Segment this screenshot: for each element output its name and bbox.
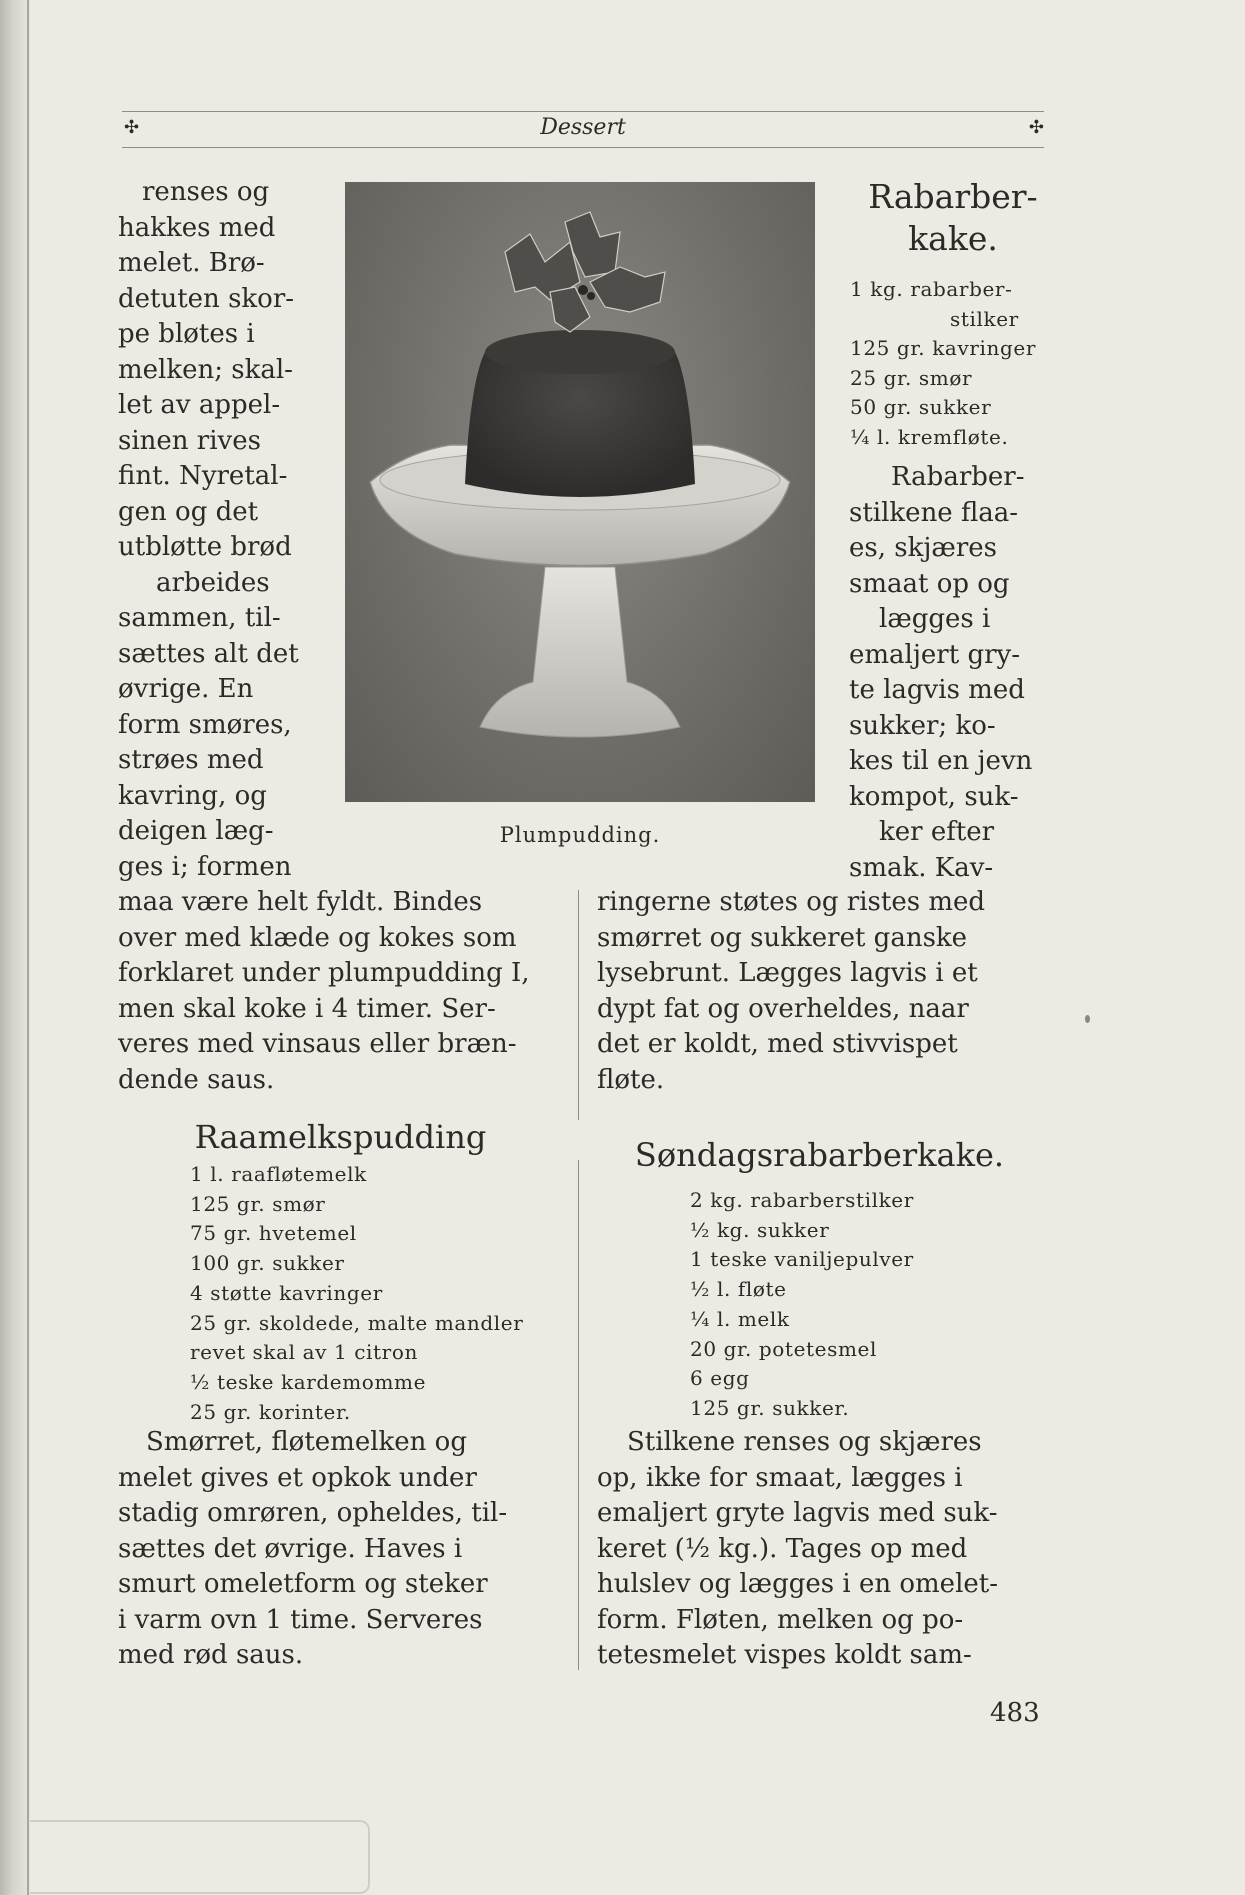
- text-line: te lagvis med: [849, 675, 1025, 705]
- header-rule-top: [122, 111, 1044, 112]
- column-divider-upper: [578, 890, 579, 1120]
- text-line: es, skjæres: [849, 533, 998, 563]
- ingredient-item: 4 støtte kavringer: [190, 1280, 383, 1305]
- text-line: form. Fløten, melken og po-: [597, 1604, 964, 1635]
- text-line: det er koldt, med stivvispet: [597, 1029, 958, 1059]
- ingredient-item: ½ l. fløte: [690, 1277, 787, 1302]
- text-line: veres med vinsaus eller bræn-: [118, 1029, 517, 1059]
- ingredient-item: ½ kg. sukker: [690, 1217, 830, 1242]
- text-line: hulslev og lægges i en omelet-: [597, 1569, 999, 1599]
- text-line: sukker; ko-: [849, 710, 996, 741]
- text-line: lægges i: [879, 604, 991, 634]
- text-line: sinen rives: [118, 425, 261, 456]
- ingredient-item: 25 gr. korinter.: [190, 1399, 351, 1424]
- text-line: ker efter: [879, 817, 995, 847]
- ingredient-item: 1 kg. rabarber-: [850, 277, 1013, 301]
- text-line: renses og: [142, 177, 270, 207]
- rabarberkake-instructions-continuation: [597, 885, 985, 1098]
- text-line: let av appel-: [118, 390, 281, 420]
- text-line: melet. Brø-: [118, 248, 265, 278]
- ingredient-item: 125 gr. kavringer: [850, 336, 1036, 360]
- plumpudding-photo: [345, 182, 815, 802]
- recipe-title-rabarberkake: [858, 176, 1048, 260]
- text-line: over med klæde og kokes som: [118, 922, 517, 953]
- title-line: Rabarber-: [868, 177, 1038, 216]
- text-line: lysebrunt. Lægges lagvis i et: [597, 958, 978, 988]
- ingredient-item: ½ teske kardemomme: [190, 1369, 427, 1394]
- raamelkspudding-instructions: [118, 1425, 507, 1674]
- ingredient-list-sondagsrabarberkake: [690, 1186, 914, 1424]
- text-line: fløte.: [597, 1064, 665, 1095]
- text-line: strøes med: [118, 745, 264, 775]
- ingredient-item: 125 gr. sukker.: [690, 1395, 850, 1420]
- text-line: emaljert gryte lagvis med suk-: [597, 1498, 998, 1528]
- text-line: stilkene flaa-: [849, 497, 1019, 528]
- text-line: kompot, suk-: [849, 781, 1019, 812]
- text-line: detuten skor-: [118, 283, 295, 314]
- text-line: tetesmelet vispes koldt sam-: [597, 1640, 972, 1670]
- text-line: utbløtte brød: [118, 532, 292, 562]
- gutter-line: [27, 0, 29, 1895]
- text-line: melken; skal-: [118, 354, 293, 385]
- recipe-title-raamelkspudding: Raamelkspudding: [194, 1118, 487, 1156]
- text-line: Smørret, fløtemelken og: [146, 1427, 467, 1457]
- text-line: dypt fat og overheldes, naar: [597, 993, 969, 1024]
- ingredient-item: 100 gr. sukker: [190, 1251, 345, 1276]
- text-line: smørret og sukkeret ganske: [597, 922, 968, 953]
- text-line: sættes det øvrige. Haves i: [118, 1533, 463, 1564]
- photo-caption: Plumpudding.: [499, 823, 661, 847]
- text-line: dende saus.: [118, 1064, 275, 1095]
- ingredient-list-raamelkspudding: [190, 1160, 523, 1427]
- title-line: kake.: [908, 219, 998, 258]
- text-line: med rød saus.: [118, 1640, 304, 1670]
- text-line: ringerne støtes og ristes med: [597, 887, 986, 917]
- running-header: [122, 113, 1044, 143]
- section-title: Dessert: [540, 115, 626, 140]
- text-line: i varm ovn 1 time. Serveres: [118, 1604, 483, 1635]
- recipe-title-sondagsrabarberkake: Søndagsrabarberkake.: [634, 1136, 1005, 1174]
- rabarberkake-instructions: [849, 460, 1041, 886]
- text-line: gen og det: [118, 496, 259, 527]
- text-line: ges i; formen: [118, 851, 292, 882]
- text-line: maa være helt fyldt. Bindes: [118, 887, 483, 917]
- page-number: 483: [990, 1698, 1040, 1728]
- text-line: emaljert gry-: [849, 639, 1020, 670]
- text-line: kes til en jevn: [849, 746, 1033, 776]
- text-line: pe bløtes i: [118, 319, 255, 349]
- text-line: smak. Kav-: [849, 852, 994, 883]
- ingredient-item: stilker: [950, 306, 1019, 331]
- text-line: stadig omrøren, opheldes, til-: [118, 1498, 508, 1528]
- ingredient-item: ¼ l. kremfløte.: [850, 424, 1009, 449]
- text-line: men skal koke i 4 timer. Ser-: [118, 993, 496, 1024]
- ingredient-item: 2 kg. rabarberstilker: [690, 1188, 914, 1212]
- ingredient-item: 1 l. raafløtemelk: [190, 1162, 367, 1186]
- text-line: sammen, til-: [118, 603, 281, 633]
- text-line: kavring, og: [118, 780, 267, 811]
- ingredient-item: 20 gr. potetesmel: [690, 1336, 877, 1361]
- ingredient-item: 75 gr. hvetemel: [190, 1221, 357, 1246]
- text-line: smaat op og: [849, 568, 1010, 599]
- text-line: smurt omeletform og steker: [118, 1569, 488, 1599]
- sondagsrabarberkake-instructions: [597, 1425, 998, 1674]
- ingredient-item: 1 teske vaniljepulver: [690, 1247, 914, 1272]
- header-rule-bottom: [122, 147, 1044, 148]
- ingredient-item: ¼ l. melk: [690, 1306, 790, 1331]
- ornament-right-icon: ✣: [1028, 117, 1044, 138]
- ingredient-item: revet skal av 1 citron: [190, 1340, 418, 1365]
- text-line: Rabarber-: [891, 462, 1025, 492]
- text-line: melet gives et opkok under: [118, 1462, 477, 1493]
- ingredient-item: 50 gr. sukker: [850, 395, 992, 419]
- ornament-left-icon: ✣: [124, 117, 140, 138]
- text-line: form smøres,: [118, 709, 292, 740]
- text-line: deigen læg-: [118, 816, 274, 846]
- print-speck: [1085, 1015, 1090, 1023]
- column-divider-lower: [578, 1160, 579, 1670]
- text-line: arbeides: [156, 567, 270, 598]
- text-line: Stilkene renses og skjæres: [627, 1427, 982, 1457]
- text-line: forklaret under plumpudding I,: [118, 958, 530, 988]
- text-line: hakkes med: [118, 212, 276, 243]
- book-gutter: [0, 0, 30, 1895]
- ingredient-item: 25 gr. skoldede, malte mandler: [190, 1310, 524, 1335]
- ingredient-item: 6 egg: [690, 1366, 750, 1391]
- ingredient-list-rabarberkake: [850, 275, 1036, 452]
- text-line: keret (½ kg.). Tages op med: [597, 1533, 968, 1564]
- text-line: fint. Nyretal-: [118, 461, 288, 491]
- ingredient-item: 25 gr. smør: [850, 365, 973, 390]
- left-column-top: [118, 175, 310, 885]
- ingredient-item: 125 gr. smør: [190, 1191, 326, 1216]
- text-line: op, ikke for smaat, lægges i: [597, 1462, 963, 1493]
- text-line: øvrige. En: [118, 674, 254, 704]
- text-line: sættes alt det: [118, 638, 299, 669]
- left-column-continuation: [118, 885, 530, 1098]
- page-edge-tab: [30, 1820, 370, 1894]
